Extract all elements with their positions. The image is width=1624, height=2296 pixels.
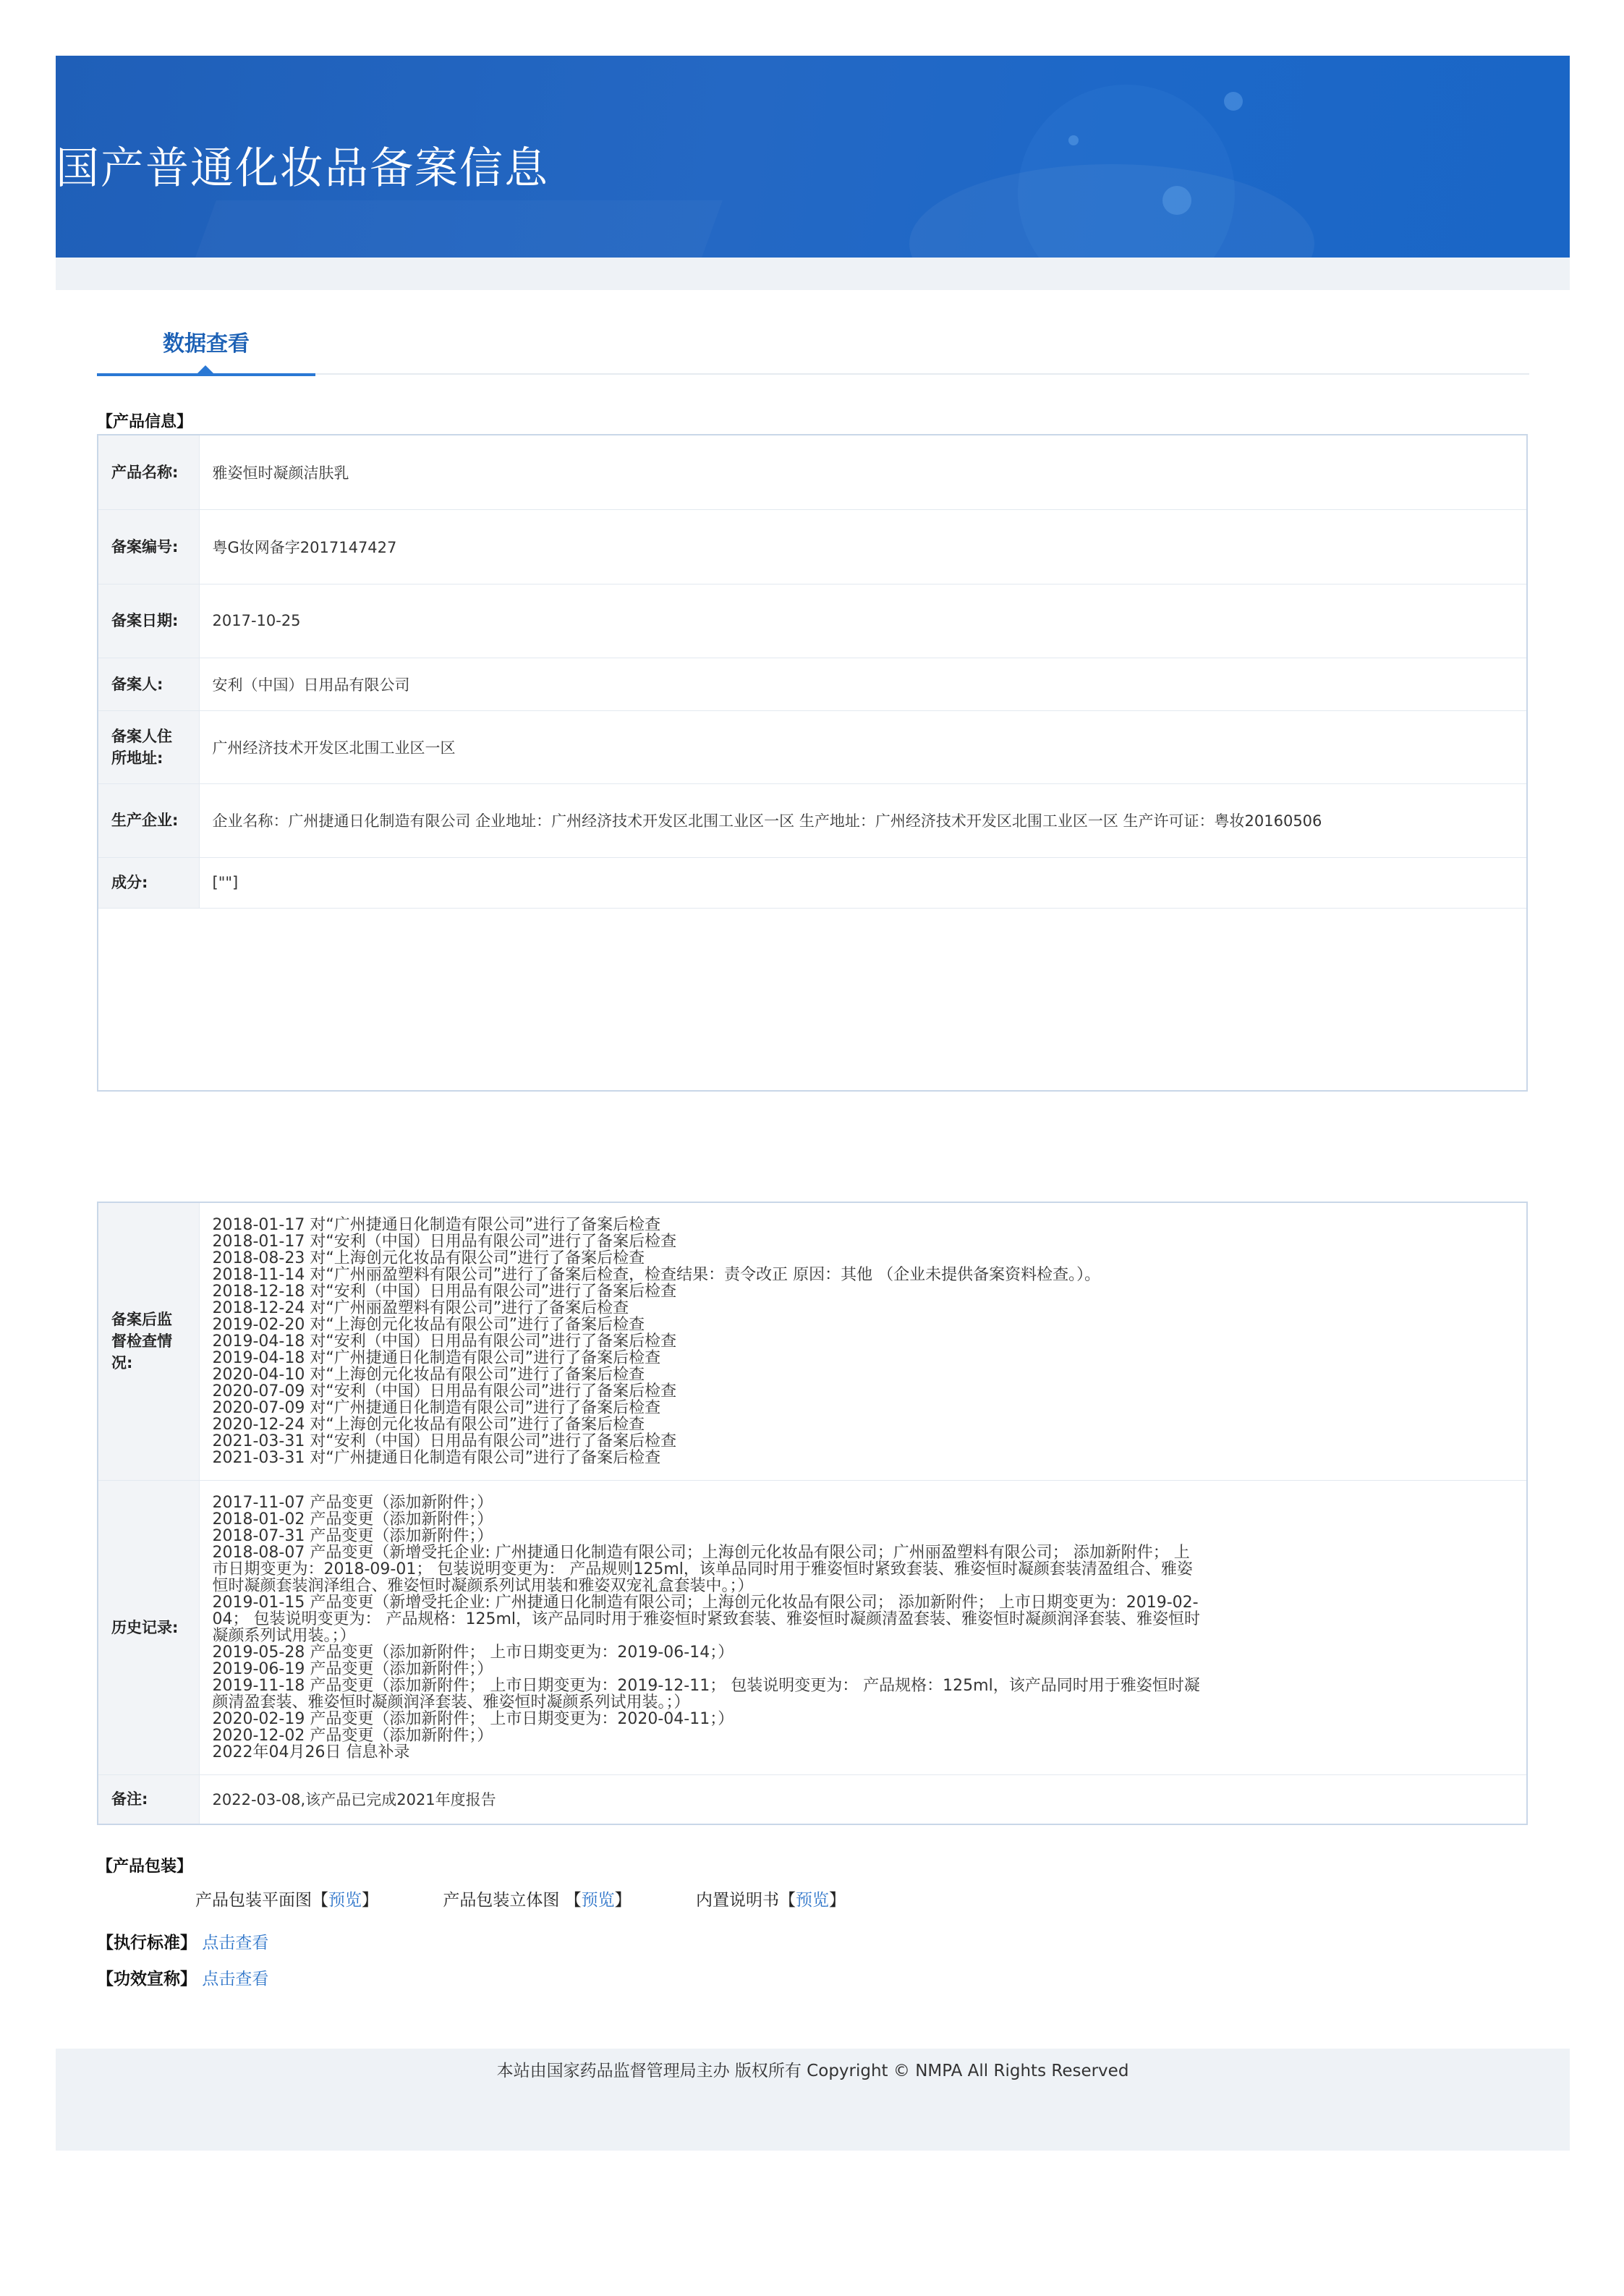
- history-record: 市日期变更为：2018-09-01； 包装说明变更为： 产品规则125ml，该单品同时用于雅姿恒时紧致套装、雅姿恒时凝颜套装清盈组合、雅姿: [212, 1560, 1193, 1578]
- efficacy-view-link[interactable]: 点击查看: [202, 1970, 269, 1989]
- field-label: 成分:: [98, 857, 199, 908]
- packaging-item: 产品包装平面图【预览】: [195, 1887, 378, 1910]
- history-record: 2018-07-31 产品变更（添加新附件；）: [212, 1526, 493, 1545]
- supervision-table: [97, 1202, 1528, 1825]
- inspection-record: 2021-03-31 对“广州捷通日化制造有限公司”进行了备案后检查: [212, 1448, 661, 1467]
- history-record: 2018-01-02 产品变更（添加新附件；）: [212, 1510, 493, 1528]
- ingredients-empty-area: [98, 908, 1527, 1091]
- packaging-item-label: 产品包装平面图: [195, 1891, 312, 1910]
- history-record: 2020-02-19 产品变更（添加新附件； 上市日期变更为：2020-04-11；）: [212, 1709, 734, 1728]
- packaging-item-label: 内置说明书: [695, 1891, 779, 1910]
- field-value-manufacturer: 企业名称：广州捷通日化制造有限公司 企业地址：广州经济技术开发区北围工业区一区 生产地址：广州经济技术开发区北围工业区一区 生产许可证：粤妆20160506: [199, 783, 1527, 857]
- inspection-record: 2018-12-24 对“广州丽盈塑料有限公司”进行了备案后检查: [212, 1298, 629, 1317]
- table-row: [98, 1202, 1527, 1480]
- history-record: 凝颜系列试用装。；）: [212, 1626, 356, 1645]
- inspection-record-list: [213, 1217, 1527, 1466]
- inspection-record: 2019-04-18 对“安利（中国）日用品有限公司”进行了备案后检查: [212, 1332, 677, 1351]
- preview-manual-link[interactable]: 预览: [795, 1891, 829, 1910]
- efficacy-label: 【功效宣称】: [97, 1970, 197, 1989]
- table-row: [98, 584, 1527, 658]
- field-value-record-number: 粤G妆网备字2017147427: [199, 509, 1527, 584]
- field-value-product-name: 雅姿恒时凝颜洁肤乳: [199, 435, 1527, 509]
- field-label: 备案人:: [98, 658, 199, 710]
- tab-bar: [97, 323, 1529, 375]
- field-value-history: [199, 1480, 1527, 1774]
- table-row: [98, 1480, 1527, 1774]
- history-record: 颜清盈套装、雅姿恒时凝颜润泽套装、雅姿恒时凝颜系列试用装。；）: [212, 1693, 690, 1712]
- table-row: [98, 783, 1527, 857]
- product-info-table: [97, 434, 1528, 1092]
- field-label: 历史记录:: [98, 1480, 199, 1774]
- inspection-record: 2018-11-14 对“广州丽盈塑料有限公司”进行了备案后检查，检查结果：责令改正 原因：其他 （企业未提供备案资料检查。）。: [212, 1265, 1101, 1284]
- history-record: 2019-05-28 产品变更（添加新附件； 上市日期变更为：2019-06-14；）: [212, 1643, 734, 1662]
- inspection-record: 2018-01-17 对“安利（中国）日用品有限公司”进行了备案后检查: [212, 1232, 677, 1251]
- page: [56, 56, 1570, 1989]
- efficacy-row: [97, 1965, 1570, 1989]
- banner-decoration: [184, 200, 723, 258]
- history-record: 2017-11-07 产品变更（添加新附件；）: [212, 1493, 493, 1512]
- inspection-record: 2019-02-20 对“上海创元化妆品有限公司”进行了备案后检查: [212, 1315, 645, 1334]
- banner-decoration: [1224, 92, 1243, 111]
- packaging-item: 产品包装立体图 【预览】: [443, 1887, 631, 1910]
- header-banner: [56, 56, 1570, 258]
- field-label: 生产企业:: [98, 783, 199, 857]
- page-title: 国产普通化妆品备案信息: [56, 143, 549, 194]
- table-row: [98, 509, 1527, 584]
- history-record: 恒时凝颜套装润泽组合、雅姿恒时凝颜系列试用装和雅姿双宠礼盒套装中。；）: [212, 1576, 754, 1595]
- history-record-list: [213, 1494, 1527, 1761]
- table-row: [98, 435, 1527, 509]
- banner-decoration: [1068, 135, 1079, 145]
- field-label: 备案后监督检查情况:: [98, 1202, 199, 1480]
- inspection-record: 2018-08-23 对“上海创元化妆品有限公司”进行了备案后检查: [212, 1249, 645, 1267]
- history-record: 2020-12-02 产品变更（添加新附件；）: [212, 1726, 493, 1745]
- inspection-record: 2020-07-09 对“广州捷通日化制造有限公司”进行了备案后检查: [212, 1398, 661, 1417]
- packaging-links: [195, 1887, 1570, 1910]
- table-row: [98, 857, 1527, 908]
- inspection-record: 2020-12-24 对“上海创元化妆品有限公司”进行了备案后检查: [212, 1415, 645, 1434]
- sub-header-bar: [56, 258, 1570, 290]
- standard-row: [97, 1929, 1570, 1953]
- field-value-ingredients: [""]: [199, 857, 1527, 908]
- field-value-registrant: 安利（中国）日用品有限公司: [199, 658, 1527, 710]
- table-row: [98, 710, 1527, 783]
- history-record: 2018-08-07 产品变更（新增受托企业: 广州捷通日化制造有限公司；上海创元化妆品有限公司；广州丽盈塑料有限公司； 添加新附件； 上: [212, 1543, 1190, 1562]
- tab-label: 数据查看: [163, 331, 250, 357]
- packaging-item: 内置说明书【预览】: [696, 1887, 846, 1910]
- table-row: [98, 658, 1527, 710]
- preview-3d-link[interactable]: 预览: [581, 1891, 615, 1910]
- history-record: 2019-11-18 产品变更（添加新附件； 上市日期变更为：2019-12-11； 包装说明变更为： 产品规格：125ml，该产品同时用于雅姿恒时凝: [212, 1676, 1200, 1695]
- table-row-empty: [98, 908, 1527, 1091]
- inspection-record: 2021-03-31 对“安利（中国）日用品有限公司”进行了备案后检查: [212, 1432, 677, 1450]
- field-value-record-date: 2017-10-25: [199, 584, 1527, 658]
- inspection-record: 2018-12-18 对“安利（中国）日用品有限公司”进行了备案后检查: [212, 1282, 677, 1301]
- packaging-item-label: 产品包装立体图: [443, 1891, 560, 1910]
- field-value-inspection: [199, 1202, 1527, 1480]
- standard-view-link[interactable]: 点击查看: [202, 1934, 269, 1952]
- field-label: 备案日期:: [98, 584, 199, 658]
- table-row: [98, 1774, 1527, 1824]
- inspection-record: 2020-07-09 对“安利（中国）日用品有限公司”进行了备案后检查: [212, 1382, 677, 1400]
- field-label: 备注:: [98, 1774, 199, 1824]
- footer: [56, 2049, 1570, 2151]
- inspection-record: 2018-01-17 对“广州捷通日化制造有限公司”进行了备案后检查: [212, 1215, 661, 1234]
- field-value-remark: 2022-03-08,该产品已完成2021年度报告: [212, 1791, 496, 1809]
- footer-copyright: 本站由国家药品监督管理局主办 版权所有 Copyright © NMPA All Rights Reserved: [496, 2062, 1129, 2080]
- section-label-packaging: 【产品包装】: [97, 1858, 193, 1876]
- inspection-record: 2020-04-10 对“上海创元化妆品有限公司”进行了备案后检查: [212, 1365, 645, 1384]
- preview-flat-link[interactable]: 预览: [328, 1891, 362, 1910]
- history-record: 2019-06-19 产品变更（添加新附件；）: [212, 1659, 493, 1678]
- field-label: 备案人住所地址:: [98, 710, 199, 783]
- field-value-registrant-address: 广州经济技术开发区北围工业区一区: [199, 710, 1527, 783]
- section-label-product-info: 【产品信息】: [97, 413, 193, 431]
- banner-decoration: [1018, 85, 1235, 258]
- history-record: 04； 包装说明变更为： 产品规格：125ml，该产品同时用于雅姿恒时紧致套装、雅姿恒时凝颜清盈套装、雅姿恒时凝颜润泽套装、雅姿恒时: [212, 1610, 1201, 1628]
- standard-label: 【执行标准】: [97, 1934, 197, 1952]
- banner-decoration: [1162, 186, 1191, 215]
- tab-indicator-arrow: [197, 365, 213, 373]
- history-record: 2019-01-15 产品变更（新增受托企业: 广州捷通日化制造有限公司；上海创元化妆品有限公司； 添加新附件； 上市日期变更为：2019-02-: [212, 1593, 1199, 1612]
- field-label: 产品名称:: [98, 435, 199, 509]
- inspection-record: 2019-04-18 对“广州捷通日化制造有限公司”进行了备案后检查: [212, 1348, 661, 1367]
- history-record: 2022年04月26日 信息补录: [212, 1743, 410, 1761]
- field-label: 备案编号:: [98, 509, 199, 584]
